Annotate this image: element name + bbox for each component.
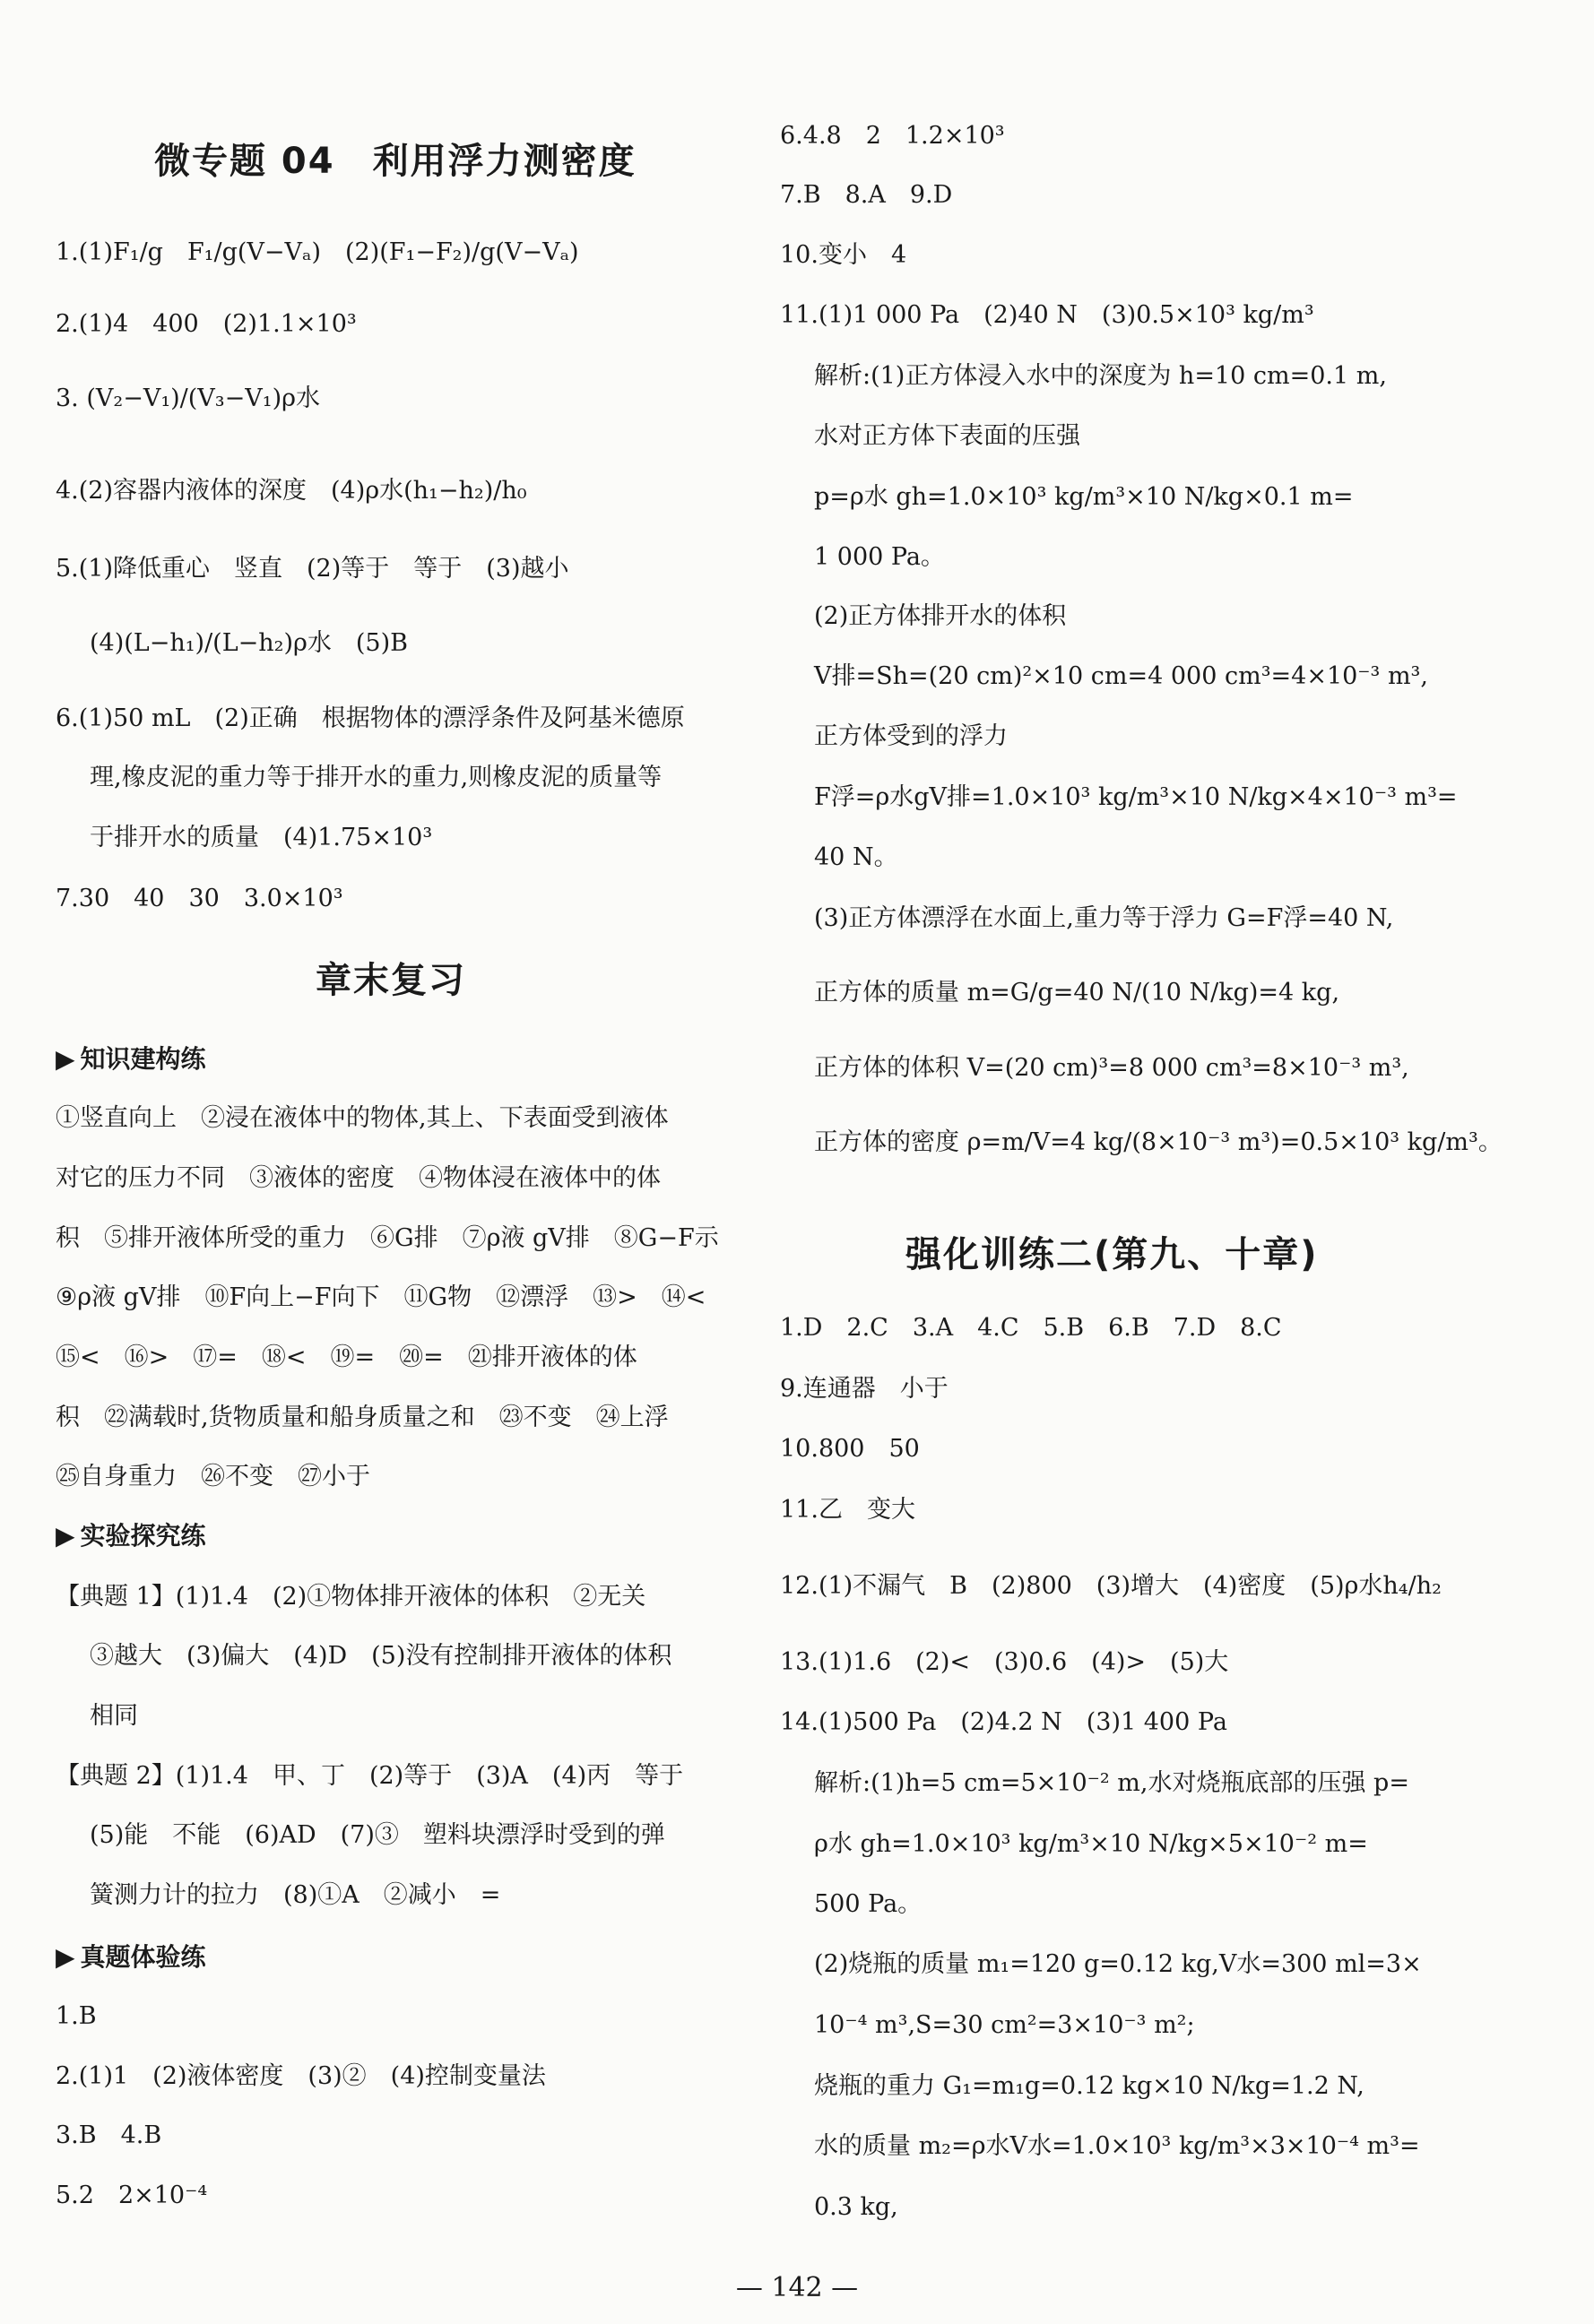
answer-line: 积 ㉒满载时,货物质量和船身质量之和 ㉓不变 ㉔上浮 <box>56 1404 669 1431</box>
section-title-reinforcement: 强化训练二(第九、十章) <box>905 1234 1319 1275</box>
analysis-line: 正方体受到的浮力 <box>814 722 1008 750</box>
answer-line: 12.(1)不漏气 B (2)800 (3)增大 (4)密度 (5)ρ水h₄/h₂ <box>780 1572 1442 1600</box>
analysis-line: 解析:(1)h=5 cm=5×10⁻² m,水对烧瓶底部的压强 p= <box>814 1769 1409 1797</box>
triangle-bullet-icon: ▶ <box>56 1044 75 1074</box>
answer-line: 【典题 2】(1)1.4 甲、丁 (2)等于 (3)A (4)丙 等于 <box>56 1762 684 1790</box>
subsection-experiment: ▶ 实验探究练 <box>56 1521 206 1551</box>
answer-line: (4)(L−h₁)/(L−h₂)ρ水 (5)B <box>90 629 408 657</box>
answer-line: 4.(2)容器内液体的深度 (4)ρ水(h₁−h₂)/h₀ <box>56 477 527 505</box>
analysis-line: 正方体的体积 V=(20 cm)³=8 000 cm³=8×10⁻³ m³, <box>814 1054 1409 1082</box>
answer-line: ③越大 (3)偏大 (4)D (5)没有控制排开液体的体积 <box>90 1642 672 1670</box>
answer-line: 【典题 1】(1)1.4 (2)①物体排开液体的体积 ②无关 <box>56 1583 646 1611</box>
answer-line: 理,橡皮泥的重力等于排开水的重力,则橡皮泥的质量等 <box>90 764 663 791</box>
answer-line: 10.变小 4 <box>780 241 907 269</box>
answer-line: 11.(1)1 000 Pa (2)40 N (3)0.5×10³ kg/m³ <box>780 301 1314 329</box>
answer-line: 11.乙 变大 <box>780 1496 915 1524</box>
analysis-line: 水对正方体下表面的压强 <box>814 422 1080 450</box>
answer-line: 簧测力计的拉力 (8)①A ②减小 = <box>90 1881 501 1909</box>
analysis-line: 0.3 kg, <box>814 2193 898 2221</box>
answer-line: ㉕自身重力 ㉖不变 ㉗小于 <box>56 1463 370 1490</box>
analysis-line: 40 N。 <box>814 843 898 871</box>
analysis-line: 500 Pa。 <box>814 1890 923 1918</box>
triangle-bullet-icon: ▶ <box>56 1521 75 1551</box>
subsection-knowledge: ▶ 知识建构练 <box>56 1044 206 1074</box>
answer-line: 5.(1)降低重心 竖直 (2)等于 等于 (3)越小 <box>56 555 569 583</box>
answer-line: 7.B 8.A 9.D <box>780 181 953 209</box>
analysis-line: ρ水 gh=1.0×10³ kg/m³×10 N/kg×5×10⁻² m= <box>814 1830 1368 1858</box>
answer-line: 2.(1)4 400 (2)1.1×10³ <box>56 310 357 338</box>
analysis-line: 10⁻⁴ m³,S=30 cm²=3×10⁻³ m²; <box>814 2011 1195 2039</box>
answer-line: 对它的压力不同 ③液体的密度 ④物体浸在液体中的体 <box>56 1164 661 1192</box>
answer-line: 9.连通器 小于 <box>780 1375 949 1403</box>
analysis-line: 正方体的质量 m=G/g=40 N/(10 N/kg)=4 kg, <box>814 979 1340 1006</box>
analysis-line: 解析:(1)正方体浸入水中的深度为 h=10 cm=0.1 m, <box>814 362 1387 390</box>
analysis-line: 1 000 Pa。 <box>814 543 945 571</box>
answer-line: 1.(1)F₁/g F₁/g(V−Vₐ) (2)(F₁−F₂)/g(V−Vₐ) <box>56 238 579 266</box>
analysis-line: p=ρ水 gh=1.0×10³ kg/m³×10 N/kg×0.1 m= <box>814 483 1354 511</box>
answer-line: 6.(1)50 mL (2)正确 根据物体的漂浮条件及阿基米德原 <box>56 704 685 732</box>
analysis-line: (2)正方体排开水的体积 <box>814 602 1067 630</box>
answer-line: 14.(1)500 Pa (2)4.2 N (3)1 400 Pa <box>780 1708 1227 1736</box>
answer-line: 5.2 2×10⁻⁴ <box>56 2181 208 2209</box>
answer-line: 2.(1)1 (2)液体密度 (3)② (4)控制变量法 <box>56 2062 546 2090</box>
triangle-bullet-icon: ▶ <box>56 1942 75 1972</box>
analysis-line: 正方体的密度 ρ=m/V=4 kg/(8×10⁻³ m³)=0.5×10³ kg/m³。 <box>814 1128 1503 1156</box>
analysis-line: (2)烧瓶的质量 m₁=120 g=0.12 kg,V水=300 ml=3× <box>814 1950 1422 1978</box>
answer-line: 1.B <box>56 2002 97 2030</box>
section-title-chapter-review: 章末复习 <box>316 960 466 1001</box>
answer-line: 7.30 40 30 3.0×10³ <box>56 885 343 912</box>
answer-line: 积 ⑤排开液体所受的重力 ⑥G排 ⑦ρ液 gV排 ⑧G−F示 <box>56 1224 719 1252</box>
answer-line: 1.D 2.C 3.A 4.C 5.B 6.B 7.D 8.C <box>780 1314 1282 1342</box>
answer-line: ⑨ρ液 gV排 ⑩F向上−F向下 ⑪G物 ⑫漂浮 ⑬> ⑭< <box>56 1283 706 1311</box>
answer-line: 于排开水的质量 (4)1.75×10³ <box>90 824 433 851</box>
answer-line: 3.B 4.B <box>56 2121 162 2149</box>
analysis-line: (3)正方体漂浮在水面上,重力等于浮力 G=F浮=40 N, <box>814 904 1394 932</box>
page-number: — 142 — <box>735 2272 859 2303</box>
analysis-line: F浮=ρ水gV排=1.0×10³ kg/m³×10 N/kg×4×10⁻³ m³= <box>814 783 1458 811</box>
analysis-line: 烧瓶的重力 G₁=m₁g=0.12 kg×10 N/kg=1.2 N, <box>814 2072 1364 2100</box>
answer-line: 相同 <box>90 1702 138 1730</box>
answer-line: 3. (V₂−V₁)/(V₃−V₁)ρ水 <box>56 384 320 412</box>
answer-line: (5)能 不能 (6)AD (7)③ 塑料块漂浮时受到的弹 <box>90 1821 665 1849</box>
answer-line: ①竖直向上 ②浸在液体中的物体,其上、下表面受到液体 <box>56 1104 669 1132</box>
analysis-line: 水的质量 m₂=ρ水V水=1.0×10³ kg/m³×3×10⁻⁴ m³= <box>814 2132 1420 2160</box>
section-title-buoyancy-density: 微专题 04 利用浮力测密度 <box>154 141 637 182</box>
subsection-real-exam: ▶ 真题体验练 <box>56 1942 206 1972</box>
analysis-line: V排=Sh=(20 cm)²×10 cm=4 000 cm³=4×10⁻³ m³, <box>814 662 1428 690</box>
answer-line: 13.(1)1.6 (2)< (3)0.6 (4)> (5)大 <box>780 1648 1229 1676</box>
answer-line: 6.4.8 2 1.2×10³ <box>780 122 1005 150</box>
answer-line: ⑮< ⑯> ⑰= ⑱< ⑲= ⑳= ㉑排开液体的体 <box>56 1343 637 1371</box>
answer-line: 10.800 50 <box>780 1435 920 1463</box>
